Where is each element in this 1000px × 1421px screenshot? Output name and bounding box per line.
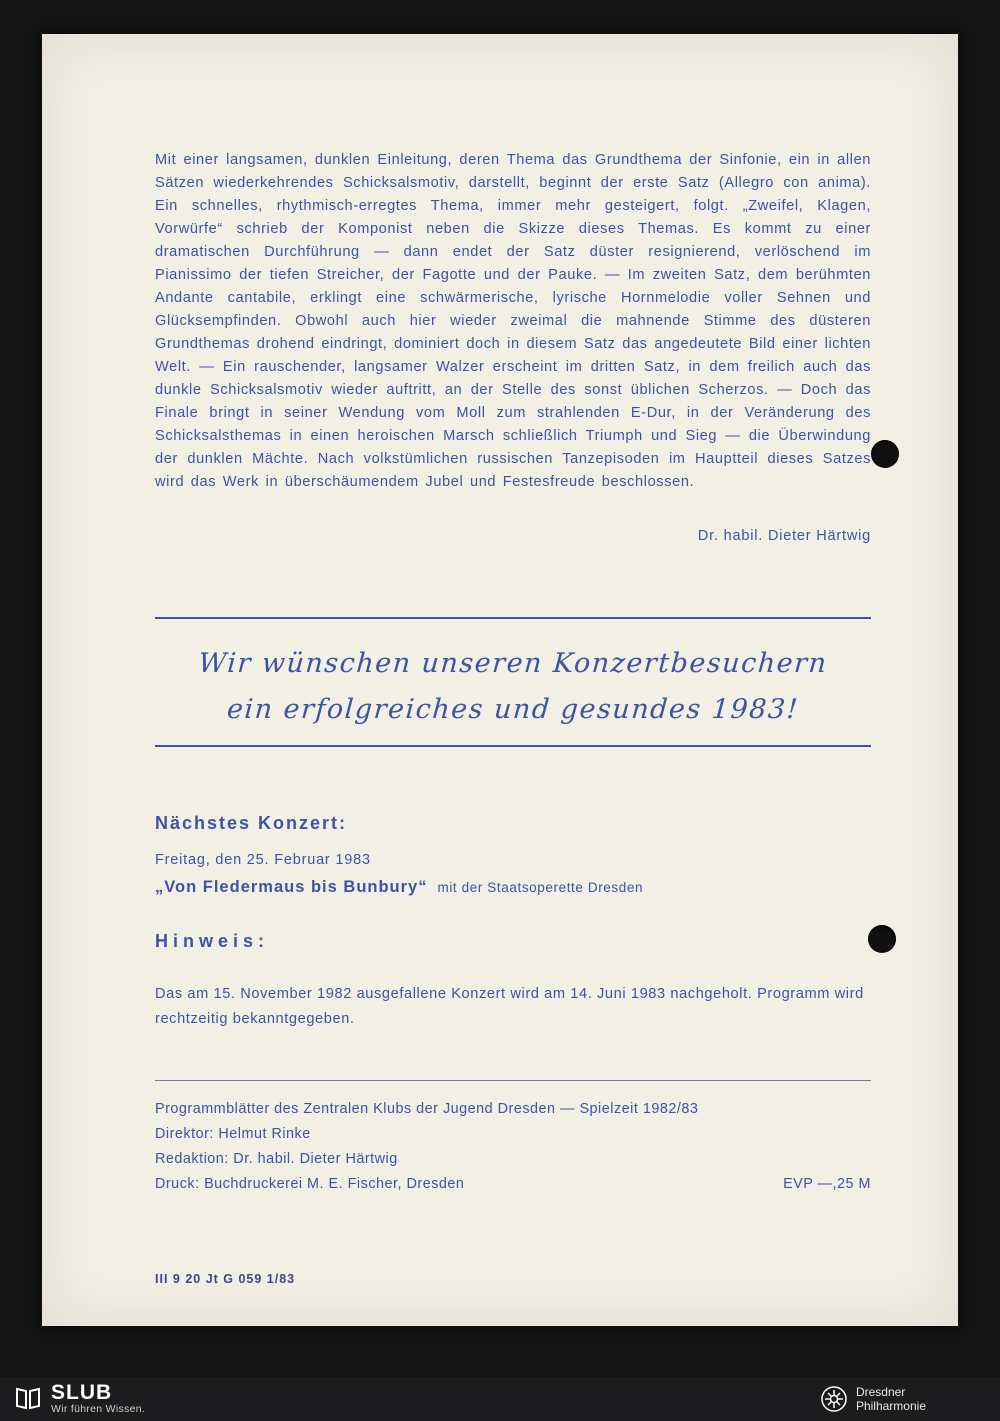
punch-hole-bottom [868,925,896,953]
library-footer-bar [0,1377,1000,1421]
philharmonie-brand[interactable] [820,1385,926,1413]
imprint-block [155,1097,871,1197]
new-year-wish-line-1: Wir wünschen unseren Konzertbesuchern [197,648,829,679]
imprint-line-druck: Druck: Buchdruckerei M. E. Fischer, Dresden [155,1176,465,1192]
punch-hole-top [871,440,899,468]
print-permit-code: III 9 20 Jt G 059 1/83 [155,1272,296,1286]
slub-wordmark: SLUB [51,1381,113,1404]
imprint-line-director: Direktor: Helmut Rinke [155,1126,311,1142]
philharmonie-name-line-2: Philharmonie [855,1399,926,1413]
imprint-price: EVP —,25 M [783,1176,871,1192]
notice-heading: Hinweis: [155,931,270,951]
next-concert-heading: Nächstes Konzert: [155,813,348,833]
starburst-logo-icon [820,1385,848,1413]
scanned-program-page [42,34,958,1326]
author-signature: Dr. habil. Dieter Härtwig [697,528,871,544]
open-book-icon [14,1386,42,1412]
next-concert-title-line [155,878,643,897]
imprint-line-publisher: Programmblätter des Zentralen Klubs der Jugend Dresden — Spielzeit 1982/83 [155,1101,699,1117]
new-year-wish-line-2: ein erfolgreiches und gesundes 1983! [225,694,801,725]
divider-top [155,617,871,619]
imprint-divider [155,1080,871,1081]
next-concert-date: Freitag, den 25. Februar 1983 [155,852,371,868]
imprint-line-redaktion: Redaktion: Dr. habil. Dieter Härtwig [155,1151,398,1167]
notice-text: Das am 15. November 1982 ausgefallene Konzert wird am 14. Juni 1983 nachgeholt. Programm wird rechtzeitig bekanntgegeben. [155,985,864,1027]
program-notes-paragraph: Mit einer langsamen, dunklen Einleitung, deren Thema das Grundthema der Sinfonie, ein in allen Sätzen wiederkehrendes Schicksalsmotiv, darstellt, beginnt der erste Satz (Allegro con anima). Ein schnelles, rhythmisch-erregtes Thema, immer mehr gesteigert, folgt. „Zweifel, Klagen, Vorwürfe“ schrieb der Komponist neben die Skizze dieses Themas. Es kommt zu einer dramatischen Durchführung — dann endet der Satz düster resignierend, verlöschend im Pianissimo der tiefen Streicher, der Fagotte und der Pauke. — Im zweiten Satz, dem berühmten Andante cantabile, erklingt eine schwärmerische, lyrische Hornmelodie voller Sehnen und Glücksempfinden. Obwohl auch hier wieder zweimal die mahnende Stimme des düsteren Grundthemas drohend eindringt, dominiert doch in diesem Satz das angedeutete Bild einer lichten Welt. — Ein rauschender, langsamer Walzer erscheint im dritten Satz, in dem freilich auch das dunkle Schicksalsmotiv wieder auftritt, an der Stelle des sonst üblichen Scherzos. — Doch das Finale bringt in seiner Wendung vom Moll zum strahlenden E-Dur, in der Veränderung des Schicksalsthemas in einen heroischen Marsch schließlich Triumph und Sieg — die Überwindung der dunklen Mächte. Nach volkstümlichen russischen Tanzepisoden im Hauptteil dieses Satzes wird das Werk in überschäumendem Jubel und Festesfreude beschlossen. [155,151,871,490]
divider-bottom [155,745,871,747]
slub-brand[interactable] [14,1383,145,1415]
next-concert-title: „Von Fledermaus bis Bunbury“ [155,878,428,896]
philharmonie-name-line-1: Dresdner [855,1385,906,1399]
slub-tagline: Wir führen Wissen. [51,1403,146,1415]
next-concert-title-suffix: mit der Staatsoperette Dresden [437,880,644,895]
